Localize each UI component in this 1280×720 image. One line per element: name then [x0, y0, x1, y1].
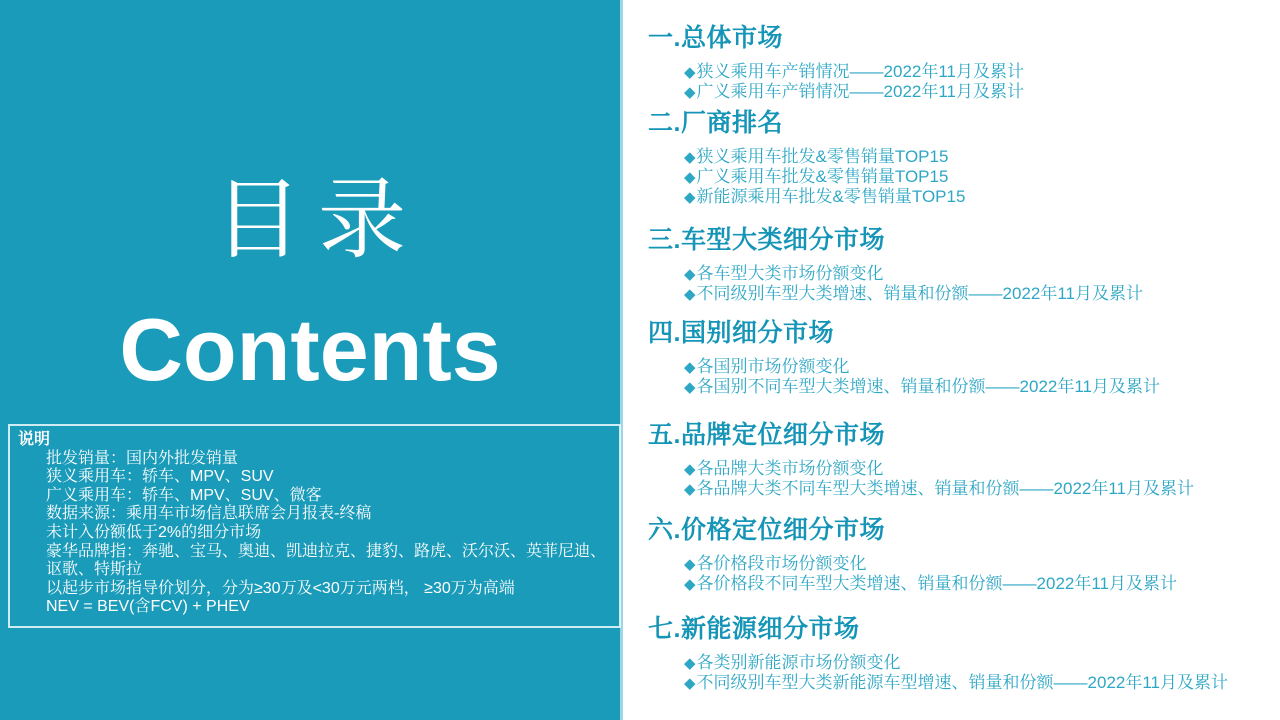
toc-item-label: 各车型大类市场份额变化: [696, 264, 884, 283]
diamond-bullet-icon: ◆: [684, 266, 696, 283]
notes-line: 未计入份额低于2%的细分市场: [46, 523, 262, 541]
toc-item-label: 广义乘用车批发&零售销量TOP15: [696, 167, 949, 186]
notes-line: 数据来源：乘用车市场信息联席会月报表-终稿: [46, 505, 372, 523]
toc-item: [684, 653, 1268, 673]
toc-item: [684, 167, 1268, 187]
toc-item: [684, 377, 1268, 397]
toc-item-label: 各国别不同车型大类增速、销量和份额——2022年11月及累计: [696, 377, 1161, 396]
diamond-bullet-icon: ◆: [684, 149, 696, 166]
toc-section: [648, 320, 1268, 397]
toc-item: [684, 574, 1268, 594]
toc-item: [684, 284, 1268, 304]
toc-section: [648, 227, 1268, 304]
toc-item-list: [684, 653, 1268, 693]
diamond-bullet-icon: ◆: [684, 169, 696, 186]
notes-line: 狭义乘用车：轿车、MPV、SUV: [46, 468, 274, 486]
toc-item-list: [684, 62, 1268, 102]
notes-box: [8, 424, 621, 628]
toc-item: [684, 82, 1268, 102]
toc-section: [648, 110, 1268, 207]
toc-section-title: 五.品牌定位细分市场: [648, 421, 885, 449]
toc-section-title: 三.车型大类细分市场: [648, 226, 885, 254]
diamond-bullet-icon: ◆: [684, 481, 696, 498]
notes-line: NEV = BEV(含FCV) + PHEV: [46, 598, 250, 616]
diamond-bullet-icon: ◆: [684, 461, 696, 478]
page-title-chinese: 目录: [213, 170, 422, 269]
toc-item: [684, 147, 1268, 167]
diamond-bullet-icon: ◆: [684, 359, 696, 376]
diamond-bullet-icon: ◆: [684, 655, 696, 672]
toc-item-label: 狭义乘用车批发&零售销量TOP15: [696, 147, 949, 166]
toc-section-title: 七.新能源细分市场: [648, 615, 860, 643]
toc-section-title: 六.价格定位细分市场: [648, 516, 885, 544]
toc-item-label: 各品牌大类不同车型大类增速、销量和份额——2022年11月及累计: [696, 479, 1195, 498]
toc-section-title: 一.总体市场: [648, 24, 783, 52]
toc-item-label: 各价格段市场份额变化: [696, 554, 867, 573]
toc-section: [648, 422, 1268, 499]
toc-item-label: 广义乘用车产销情况——2022年11月及累计: [696, 82, 1025, 101]
toc-section-title: 二.厂商排名: [648, 109, 783, 137]
diamond-bullet-icon: ◆: [684, 64, 696, 81]
toc-item-label: 各品牌大类市场份额变化: [696, 459, 884, 478]
diamond-bullet-icon: ◆: [684, 576, 696, 593]
toc-item-label: 各类别新能源市场份额变化: [696, 653, 901, 672]
diamond-bullet-icon: ◆: [684, 556, 696, 573]
toc-item: [684, 187, 1268, 207]
toc-item-label: 各国别市场份额变化: [696, 357, 850, 376]
diamond-bullet-icon: ◆: [684, 189, 696, 206]
toc-item: [684, 459, 1268, 479]
page-title-english: Contents: [119, 300, 501, 399]
toc-item: [684, 554, 1268, 574]
toc-item-label: 狭义乘用车产销情况——2022年11月及累计: [696, 62, 1025, 81]
toc-item-list: [684, 459, 1268, 499]
toc-item-list: [684, 147, 1268, 207]
toc-item: [684, 62, 1268, 82]
notes-line: 批发销量：国内外批发销量: [46, 449, 239, 467]
toc-item-list: [684, 264, 1268, 304]
toc-item: [684, 357, 1268, 377]
toc-item: [684, 264, 1268, 284]
notes-line: 以起步市场指导价划分，分为≥30万及<30万元两档， ≥30万为高端: [46, 579, 515, 597]
toc-item-list: [684, 554, 1268, 594]
toc-item: [684, 479, 1268, 499]
diamond-bullet-icon: ◆: [684, 379, 696, 396]
left-panel: [0, 0, 623, 720]
diamond-bullet-icon: ◆: [684, 84, 696, 101]
toc-section: [648, 517, 1268, 594]
notes-line: 豪华品牌指：奔驰、宝马、奥迪、凯迪拉克、捷豹、路虎、沃尔沃、英菲尼迪、讴歌、特斯拉: [46, 542, 607, 579]
toc-section-title: 四.国别细分市场: [648, 319, 834, 347]
toc-item-label: 不同级别车型大类新能源车型增速、销量和份额——2022年11月及累计: [696, 673, 1229, 692]
notes-lines: [18, 450, 611, 617]
toc-item: [684, 673, 1268, 693]
toc-item-label: 新能源乘用车批发&零售销量TOP15: [696, 187, 966, 206]
notes-title: 说明: [18, 431, 51, 448]
toc-item-label: 不同级别车型大类增速、销量和份额——2022年11月及累计: [696, 284, 1144, 303]
toc: [648, 0, 1268, 720]
diamond-bullet-icon: ◆: [684, 675, 696, 692]
diamond-bullet-icon: ◆: [684, 286, 696, 303]
toc-section: [648, 25, 1268, 102]
toc-section: [648, 616, 1268, 693]
notes-line: 广义乘用车：轿车、MPV、SUV、微客: [46, 486, 322, 504]
toc-item-list: [684, 357, 1268, 397]
toc-item-label: 各价格段不同车型大类增速、销量和份额——2022年11月及累计: [696, 574, 1178, 593]
